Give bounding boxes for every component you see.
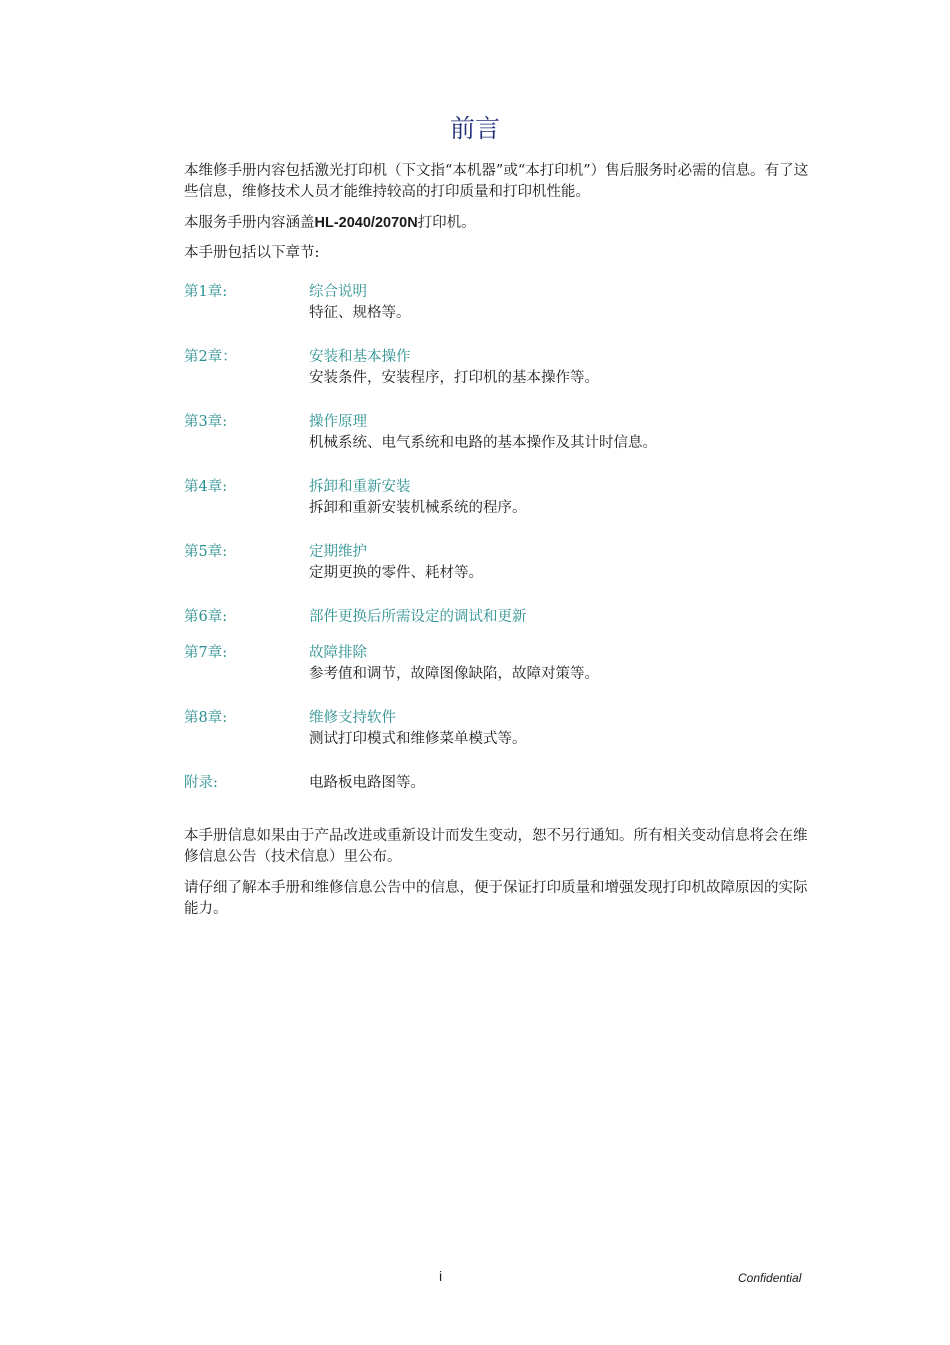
model-number: HL-2040/2070N: [314, 215, 418, 231]
page-title: 前言: [449, 114, 500, 143]
chapter-5-desc: 定期更换的零件、耗材等。: [309, 565, 483, 581]
chapter-6-label: 第6章:: [184, 609, 228, 625]
chapter-7-desc: 参考值和调节，故障图像缺陷，故障对策等。: [309, 666, 599, 682]
chapter-8-title: 维修支持软件: [309, 710, 396, 726]
chapter-2-title: 安装和基本操作: [309, 349, 411, 365]
page-number: i: [439, 1268, 443, 1284]
chapter-4-desc: 拆卸和重新安装机械系统的程序。: [309, 500, 527, 516]
chapter-5-title: 定期维护: [309, 544, 367, 560]
confidential-label: Confidential: [738, 1271, 802, 1285]
appendix-label: 附录:: [184, 775, 218, 791]
chapter-3-label: 第3章:: [184, 414, 228, 430]
chapter-7-title: 故障排除: [309, 645, 367, 661]
intro-p2-prefix: 本服务手册内容涵盖: [184, 215, 315, 231]
chapter-2-label: 第2章：: [184, 349, 237, 365]
chapter-4-title: 拆卸和重新安装: [309, 479, 411, 495]
closing-paragraph-2: 请仔细了解本手册和维修信息公告中的信息，便于保证打印质量和增强发现打印机故障原因的实际能力。: [184, 880, 808, 917]
chapter-8-desc: 测试打印模式和维修菜单模式等。: [309, 731, 527, 747]
intro-paragraph-1: 本维修手册内容包括激光打印机（下文指“本机器”或“本打印机”）售后服务时必需的信息。有了这些信息，维修技术人员才能维持较高的打印质量和打印机性能。: [184, 163, 809, 200]
chapter-7-label: 第7章:: [184, 645, 228, 661]
chapter-3-desc: 机械系统、电气系统和电路的基本操作及其计时信息。: [309, 435, 657, 451]
chapter-1-title: 综合说明: [309, 284, 367, 300]
chapter-3-title: 操作原理: [309, 414, 367, 430]
intro-paragraph-3: 本手册包括以下章节:: [184, 245, 320, 261]
chapter-8-label: 第8章:: [184, 710, 228, 726]
chapter-6-title: 部件更换后所需设定的调试和更新: [309, 609, 527, 625]
chapter-5-label: 第5章:: [184, 544, 228, 560]
intro-p2-suffix: 打印机。: [417, 215, 476, 231]
intro-paragraph-2: [184, 213, 814, 234]
chapter-4-label: 第4章:: [184, 479, 228, 495]
chapter-1-desc: 特征、规格等。: [309, 305, 411, 321]
chapter-2-desc: 安装条件，安装程序，打印机的基本操作等。: [309, 370, 599, 386]
closing-paragraph-1: 本手册信息如果由于产品改进或重新设计而发生变动，恕不另行通知。所有相关变动信息将会在维修信息公告（技术信息）里公布。: [184, 828, 808, 865]
chapter-1-label: 第1章:: [184, 284, 228, 300]
appendix-desc: 电路板电路图等。: [309, 775, 425, 791]
